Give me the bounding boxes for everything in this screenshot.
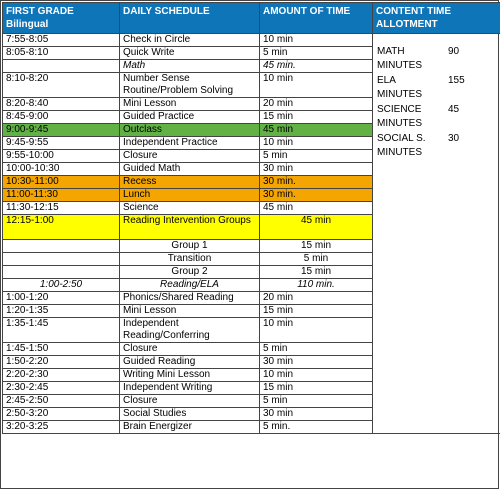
allotment-item-science (377, 103, 499, 132)
header-amount-of-time: AMOUNT OF TIME (260, 3, 373, 34)
time-cell: 9:00-9:45 (3, 124, 120, 137)
amount-cell: 45 min (260, 215, 373, 240)
allotment-item-ela (377, 74, 499, 103)
activity-cell: Closure (120, 343, 260, 356)
activity-cell: Guided Practice (120, 111, 260, 124)
allotment-item-math (377, 45, 499, 74)
allotment-minutes: 155 (448, 75, 465, 86)
content-allotment-list (373, 34, 499, 161)
time-cell: 1:00-1:20 (3, 292, 120, 305)
amount-cell: 15 min (260, 382, 373, 395)
amount-cell: 10 min (260, 137, 373, 150)
header-content-time (373, 3, 500, 34)
amount-cell: 20 min (260, 98, 373, 111)
amount-cell: 15 min (260, 111, 373, 124)
time-cell: 2:20-2:30 (3, 369, 120, 382)
amount-cell: 30 min (260, 408, 373, 421)
time-cell: 8:45-9:00 (3, 111, 120, 124)
allotment-unit: MINUTES (377, 89, 422, 100)
time-cell: 1:50-2:20 (3, 356, 120, 369)
amount-cell: 30 min. (260, 176, 373, 189)
amount-cell: 10 min (260, 73, 373, 98)
amount-cell: 30 min. (260, 189, 373, 202)
activity-cell: Mini Lesson (120, 305, 260, 318)
schedule-table (2, 2, 500, 434)
time-cell: 9:45-9:55 (3, 137, 120, 150)
time-cell: 1:45-1:50 (3, 343, 120, 356)
time-cell: 10:00-10:30 (3, 163, 120, 176)
amount-cell: 10 min (260, 34, 373, 47)
activity-cell: Outclass (120, 124, 260, 137)
allotment-subject: SCIENCE (377, 104, 422, 115)
activity-cell: Group 2 (120, 266, 260, 279)
content-allotment-cell (373, 34, 500, 434)
grade-title: FIRST GRADE (6, 6, 74, 17)
activity-cell: Group 1 (120, 240, 260, 253)
allotment-subject: ELA (377, 75, 396, 86)
amount-cell: 5 min. (260, 421, 373, 434)
amount-cell: 5 min (260, 47, 373, 60)
activity-cell: Recess (120, 176, 260, 189)
time-cell (3, 60, 120, 73)
amount-cell: 45 min. (260, 60, 373, 73)
amount-cell: 5 min (260, 395, 373, 408)
time-cell: 2:50-3:20 (3, 408, 120, 421)
amount-cell: 15 min (260, 240, 373, 253)
activity-cell: Science (120, 202, 260, 215)
time-cell: 2:30-2:45 (3, 382, 120, 395)
activity-cell: Reading Intervention Groups (120, 215, 260, 240)
time-cell: 7:55-8:05 (3, 34, 120, 47)
time-cell (3, 240, 120, 253)
time-cell: 8:05-8:10 (3, 47, 120, 60)
grade-subtitle: Bilingual (6, 19, 49, 30)
amount-cell: 45 min (260, 202, 373, 215)
allotment-subject: MATH (377, 46, 405, 57)
activity-cell: Guided Reading (120, 356, 260, 369)
header-grade (3, 3, 120, 34)
time-cell: 1:00-2:50 (3, 279, 120, 292)
time-cell: 1:20-1:35 (3, 305, 120, 318)
time-cell: 3:20-3:25 (3, 421, 120, 434)
content-time-line2: ALLOTMENT (376, 19, 438, 30)
amount-cell: 15 min (260, 266, 373, 279)
time-cell (3, 253, 120, 266)
amount-cell: 30 min (260, 356, 373, 369)
amount-cell: 45 min (260, 124, 373, 137)
amount-cell: 10 min (260, 318, 373, 343)
allotment-unit: MINUTES (377, 118, 422, 129)
header-row (3, 3, 500, 34)
amount-cell: 10 min (260, 369, 373, 382)
activity-cell: Check in Circle (120, 34, 260, 47)
content-time-line1: CONTENT TIME (376, 6, 451, 17)
time-cell: 8:20-8:40 (3, 98, 120, 111)
amount-cell: 5 min (260, 343, 373, 356)
activity-cell: Number Sense Routine/Problem Solving (120, 73, 260, 98)
activity-cell: Transition (120, 253, 260, 266)
activity-cell: Guided Math (120, 163, 260, 176)
time-cell: 8:10-8:20 (3, 73, 120, 98)
allotment-subject: SOCIAL S. (377, 133, 426, 144)
time-cell: 9:55-10:00 (3, 150, 120, 163)
activity-cell: Writing Mini Lesson (120, 369, 260, 382)
activity-cell: Closure (120, 150, 260, 163)
activity-cell: Social Studies (120, 408, 260, 421)
amount-cell: 110 min. (260, 279, 373, 292)
activity-cell: Independent Reading/Conferring (120, 318, 260, 343)
activity-cell: Independent Practice (120, 137, 260, 150)
amount-cell: 20 min (260, 292, 373, 305)
time-cell: 11:30-12:15 (3, 202, 120, 215)
table-row (3, 34, 500, 47)
allotment-unit: MINUTES (377, 147, 422, 158)
amount-cell: 5 min (260, 253, 373, 266)
amount-cell: 15 min (260, 305, 373, 318)
allotment-unit: MINUTES (377, 60, 422, 71)
time-cell: 10:30-11:00 (3, 176, 120, 189)
activity-cell: Phonics/Shared Reading (120, 292, 260, 305)
time-cell (3, 266, 120, 279)
allotment-minutes: 30 (448, 133, 460, 144)
time-cell: 12:15-1:00 (3, 215, 120, 240)
allotment-minutes: 90 (448, 46, 460, 57)
activity-cell: Lunch (120, 189, 260, 202)
activity-cell: Closure (120, 395, 260, 408)
time-cell: 11:00-11:30 (3, 189, 120, 202)
activity-cell: Math (120, 60, 260, 73)
time-cell: 1:35-1:45 (3, 318, 120, 343)
activity-cell: Independent Writing (120, 382, 260, 395)
allotment-minutes: 45 (448, 104, 460, 115)
activity-cell: Mini Lesson (120, 98, 260, 111)
activity-cell: Quick Write (120, 47, 260, 60)
allotment-item-social-studies (377, 132, 499, 161)
activity-cell: Brain Energizer (120, 421, 260, 434)
activity-cell: Reading/ELA (120, 279, 260, 292)
amount-cell: 5 min (260, 150, 373, 163)
time-cell: 2:45-2:50 (3, 395, 120, 408)
header-daily-schedule: DAILY SCHEDULE (120, 3, 260, 34)
amount-cell: 30 min (260, 163, 373, 176)
